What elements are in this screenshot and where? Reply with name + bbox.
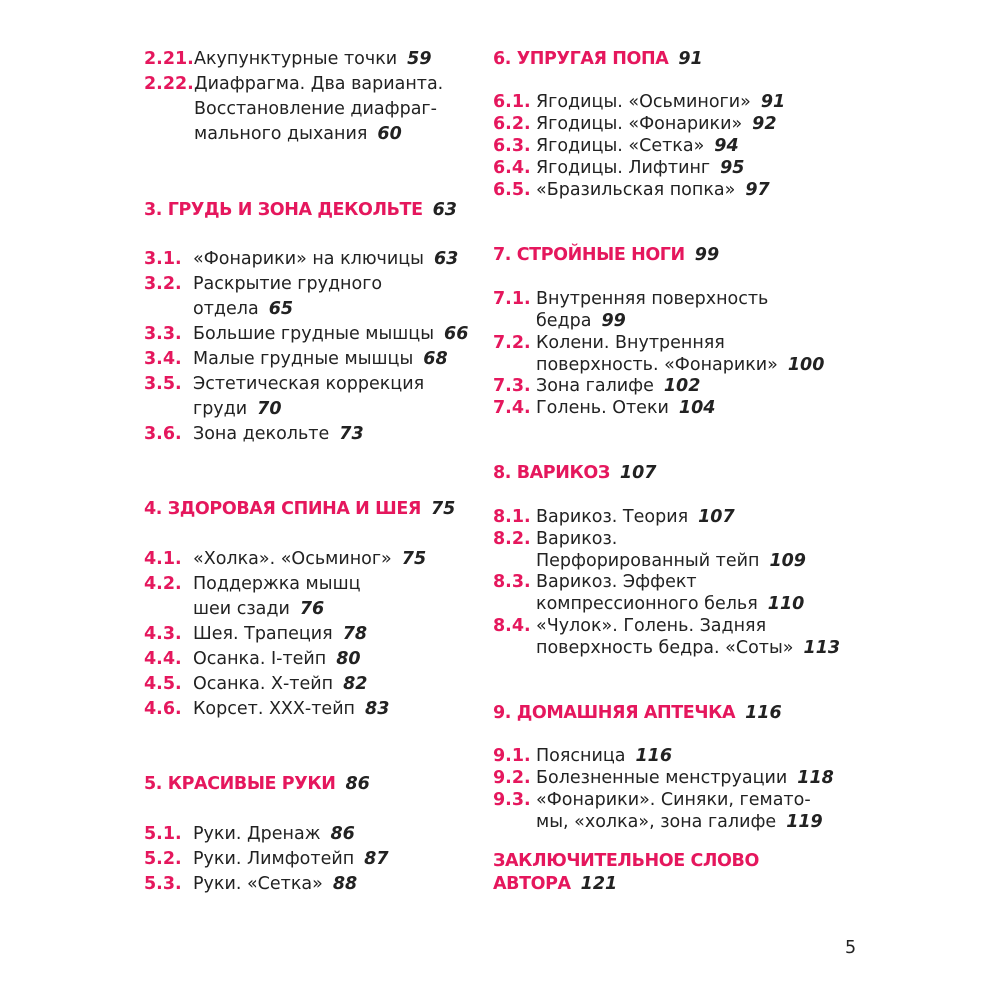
entry-page-number: 76 bbox=[299, 599, 325, 619]
entry-title: Акупунктурные точки bbox=[194, 49, 398, 69]
entry-page-number: 94 bbox=[714, 136, 739, 156]
section-page-number: 63 bbox=[432, 200, 457, 220]
entry-title: Голень. Отеки bbox=[536, 398, 669, 418]
section-title: 7. СТРОЙНЫЕ НОГИ bbox=[493, 245, 685, 265]
entry-number: 4.3. bbox=[144, 624, 182, 644]
entry-title-line: Варикоз. Эффект bbox=[536, 572, 697, 592]
entry-title-line: шеи сзади bbox=[193, 599, 290, 619]
entry-title: Осанка. I-тейп bbox=[193, 649, 327, 669]
entry-title-line: бедра bbox=[536, 311, 592, 331]
entry-title-line: «Фонарики». Синяки, гемато- bbox=[536, 790, 811, 810]
entry-title: Руки. Дренаж bbox=[193, 824, 321, 844]
section-heading-8[interactable] bbox=[493, 462, 656, 484]
entry-page-number: 100 bbox=[787, 355, 825, 375]
entry-title: Большие грудные мышцы bbox=[193, 324, 435, 344]
entry-number: 8.4. bbox=[493, 616, 531, 636]
entry-number: 8.2. bbox=[493, 529, 531, 549]
entry-title: Зона декольте bbox=[193, 424, 330, 444]
entry-title-line: Внутренняя поверхность bbox=[536, 289, 769, 309]
section-title: 3. ГРУДЬ И ЗОНА ДЕКОЛЬТЕ bbox=[144, 200, 423, 220]
section-page-number: 91 bbox=[678, 49, 703, 69]
section-page-number: 75 bbox=[430, 499, 456, 519]
entry-number: 9.1. bbox=[493, 746, 531, 766]
entry-title: Руки. Лимфотейп bbox=[193, 849, 355, 869]
entry-number: 4.6. bbox=[144, 699, 182, 719]
entry-title-line: отдела bbox=[193, 299, 259, 319]
entry-title-line: груди bbox=[193, 399, 248, 419]
section-heading-9[interactable] bbox=[493, 702, 782, 724]
entry-title-line: Колени. Внутренняя bbox=[536, 333, 725, 353]
entry-title-line: «Чулок». Голень. Задняя bbox=[536, 616, 767, 636]
entry-number: 3.6. bbox=[144, 424, 182, 444]
entry-number: 7.3. bbox=[493, 376, 531, 396]
entry-page-number: 65 bbox=[268, 299, 294, 319]
entry-number: 8.3. bbox=[493, 572, 531, 592]
section-heading-7[interactable] bbox=[493, 244, 719, 266]
closing-title-line: ЗАКЛЮЧИТЕЛЬНОЕ СЛОВО bbox=[493, 851, 759, 871]
entry-number: 7.1. bbox=[493, 289, 531, 309]
section-title: 8. ВАРИКОЗ bbox=[493, 463, 610, 483]
entry-page-number: 82 bbox=[343, 674, 368, 694]
entry-title: Осанка. Х-тейп bbox=[193, 674, 334, 694]
entry-title-line: мы, «холка», зона галифе bbox=[536, 812, 777, 832]
entry-number: 5.3. bbox=[144, 874, 182, 894]
entry-page-number: 107 bbox=[698, 507, 735, 527]
entry-title: Варикоз. Теория bbox=[536, 507, 689, 527]
entry-title: Зона галифе bbox=[536, 376, 654, 396]
entry-page-number: 113 bbox=[803, 638, 841, 658]
section-heading-6[interactable] bbox=[493, 48, 703, 70]
entry-number: 6.1. bbox=[493, 92, 531, 112]
entry-title: Болезненные менструации bbox=[536, 768, 788, 788]
entry-number: 4.5. bbox=[144, 674, 182, 694]
entry-number: 6.3. bbox=[493, 136, 531, 156]
entry-title-line: поверхность. «Фонарики» bbox=[536, 355, 778, 375]
entry-title-line: поверхность бедра. «Соты» bbox=[536, 638, 794, 658]
entry-number: 2.21. bbox=[144, 49, 194, 69]
entry-number: 9.2. bbox=[493, 768, 531, 788]
entry-page-number: 60 bbox=[377, 124, 402, 144]
entry-title-line: Поддержка мышц bbox=[193, 574, 361, 594]
entry-page-number: 80 bbox=[336, 649, 361, 669]
section-page-number: 86 bbox=[345, 774, 370, 794]
section-title: 9. ДОМАШНЯЯ АПТЕЧКА bbox=[493, 703, 736, 723]
entry-page-number: 116 bbox=[635, 746, 672, 766]
entry-page-number: 78 bbox=[342, 624, 368, 644]
entry-number: 8.1. bbox=[493, 507, 531, 527]
entry-page-number: 68 bbox=[423, 349, 448, 369]
section-title: 6. УПРУГАЯ ПОПА bbox=[493, 49, 669, 69]
entry-page-number: 63 bbox=[434, 249, 459, 269]
entry-title: Шея. Трапеция bbox=[193, 624, 333, 644]
entry-page-number: 99 bbox=[601, 311, 626, 331]
section-heading-4[interactable] bbox=[144, 498, 455, 520]
entry-number: 6.5. bbox=[493, 180, 531, 200]
entry-page-number: 87 bbox=[364, 849, 389, 869]
entry-page-number: 70 bbox=[257, 399, 282, 419]
entry-number: 7.4. bbox=[493, 398, 531, 418]
entry-page-number: 73 bbox=[339, 424, 364, 444]
entry-title-line: компрессионного белья bbox=[536, 594, 758, 614]
entry-number: 3.2. bbox=[144, 274, 182, 294]
closing-page-number: 121 bbox=[580, 874, 618, 894]
entry-page-number: 86 bbox=[330, 824, 355, 844]
entry-title: Ягодицы. «Осьминоги» bbox=[536, 92, 751, 112]
entry-number: 6.2. bbox=[493, 114, 531, 134]
section-heading-5[interactable] bbox=[144, 773, 370, 795]
entry-number: 4.4. bbox=[144, 649, 182, 669]
entry-title-line: Восстановление диафраг- bbox=[194, 99, 437, 119]
entry-title-line: Раскрытие грудного bbox=[193, 274, 383, 294]
entry-title: Ягодицы. «Фонарики» bbox=[536, 114, 743, 134]
entry-number: 4.2. bbox=[144, 574, 182, 594]
entry-number: 9.3. bbox=[493, 790, 531, 810]
entry-title: «Холка». «Осьминог» bbox=[193, 549, 392, 569]
entry-page-number: 95 bbox=[720, 158, 745, 178]
entry-title: Корсет. ХХХ-тейп bbox=[193, 699, 356, 719]
section-heading-3[interactable] bbox=[144, 199, 457, 221]
entry-number: 2.22. bbox=[144, 74, 194, 94]
entry-title-line: Эстетическая коррекция bbox=[193, 374, 425, 394]
section-title: 4. ЗДОРОВАЯ СПИНА И ШЕЯ bbox=[144, 499, 421, 519]
entry-title-line: Перфорированный тейп bbox=[536, 551, 760, 571]
entry-number: 3.3. bbox=[144, 324, 182, 344]
entry-page-number: 104 bbox=[678, 398, 716, 418]
closing-title-line: АВТОРА bbox=[493, 874, 571, 894]
entry-title-line: Диафрагма. Два варианта. bbox=[194, 74, 444, 94]
entry-number: 6.4. bbox=[493, 158, 531, 178]
entry-title: Поясница bbox=[536, 746, 626, 766]
entry-title-line: Варикоз. bbox=[536, 529, 618, 549]
section-title: 5. КРАСИВЫЕ РУКИ bbox=[144, 774, 336, 794]
entry-page-number: 66 bbox=[444, 324, 469, 344]
entry-number: 7.2. bbox=[493, 333, 531, 353]
section-page-number: 107 bbox=[619, 463, 657, 483]
entry-page-number: 118 bbox=[797, 768, 834, 788]
entry-page-number: 75 bbox=[401, 549, 427, 569]
section-page-number: 99 bbox=[694, 245, 720, 265]
entry-number: 5.2. bbox=[144, 849, 182, 869]
entry-number: 3.1. bbox=[144, 249, 182, 269]
entry-page-number: 109 bbox=[769, 551, 806, 571]
entry-title: «Фонарики» на ключицы bbox=[193, 249, 424, 269]
entry-number: 3.5. bbox=[144, 374, 182, 394]
entry-page-number: 119 bbox=[786, 812, 823, 832]
entry-page-number: 91 bbox=[760, 92, 786, 112]
entry-number: 4.1. bbox=[144, 549, 182, 569]
entry-title: Ягодицы. «Сетка» bbox=[536, 136, 705, 156]
page-number: 5 bbox=[845, 938, 857, 958]
entry-title: «Бразильская попка» bbox=[536, 180, 736, 200]
entry-title: Малые грудные мышцы bbox=[193, 349, 414, 369]
entry-title: Ягодицы. Лифтинг bbox=[536, 158, 711, 178]
entry-page-number: 102 bbox=[663, 376, 701, 396]
entry-page-number: 110 bbox=[767, 594, 805, 614]
entry-page-number: 88 bbox=[332, 874, 358, 894]
entry-page-number: 97 bbox=[745, 180, 770, 200]
entry-page-number: 59 bbox=[407, 49, 432, 69]
entry-title-line: мального дыхания bbox=[194, 124, 368, 144]
entry-title: Руки. «Сетка» bbox=[193, 874, 323, 894]
entry-number: 5.1. bbox=[144, 824, 182, 844]
entry-page-number: 92 bbox=[752, 114, 777, 134]
section-page-number: 116 bbox=[745, 703, 782, 723]
entry-number: 3.4. bbox=[144, 349, 182, 369]
entry-page-number: 83 bbox=[365, 699, 390, 719]
